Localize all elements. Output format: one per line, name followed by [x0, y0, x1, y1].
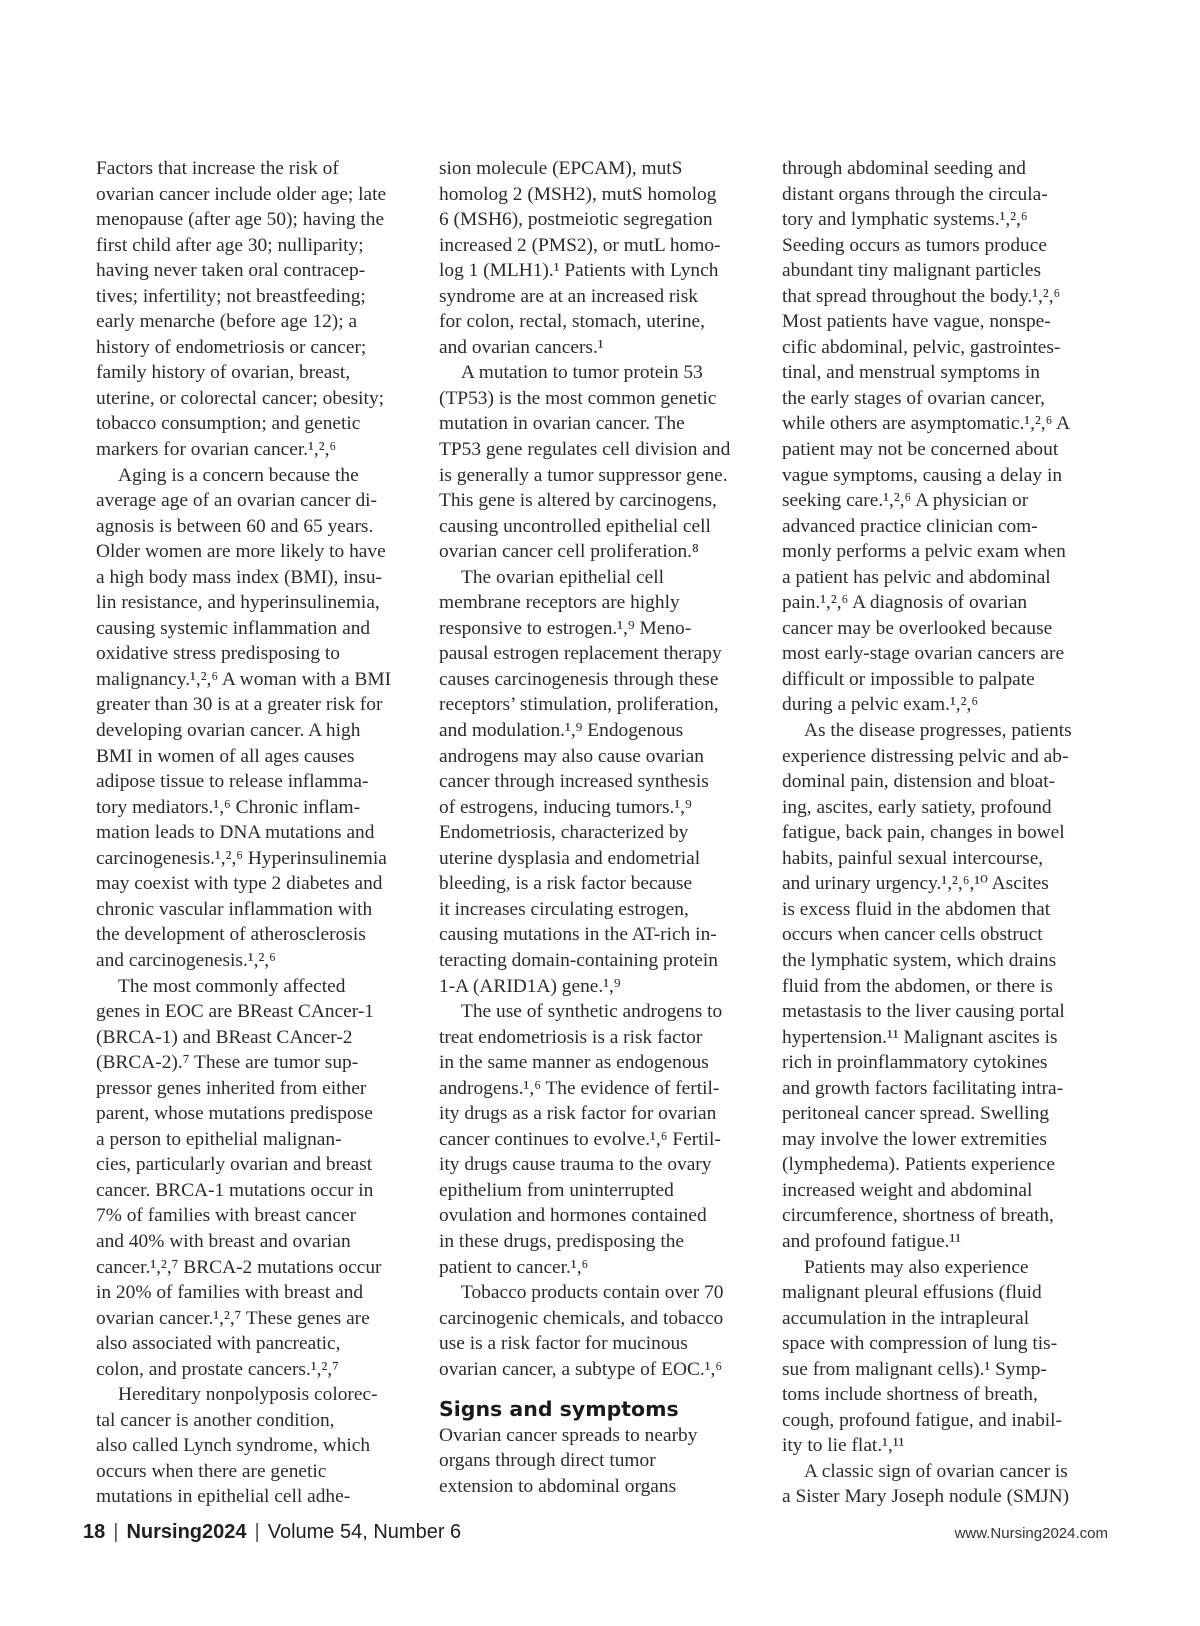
- paragraph: Factors that increase the risk of ovarian cancer include older age; late menopause (after age 50); having the first child after age 30; nulliparity; having never taken oral contracep- tives; infertility; not breastfeeding; early menarche (before age 12); a history of endometriosis or cancer; family history of ovarian, breast, uterine, or colorectal cancer; obesity; tobacco consumption; and genetic markers for ovarian cancer.¹,²,⁶: [96, 158, 387, 461]
- paragraph: The ovarian epithelial cell membrane receptors are highly responsive to estrogen.¹,⁹ Meno- pausal estrogen replacement therapy causes carcinogenesis through these receptors’ stimulation, proliferation, and modulation.¹,⁹ Endogenous androgens may also cause ovarian cancer through increased synthesis of estrogens, inducing tumors.¹,⁹ Endometriosis, characterized by uterine dysplasia and endometrial bleeding, is a risk factor because it increases circulating estrogen, causing mutations in the AT-rich in- teracting domain-containing protein 1-A (ARID1A) gene.¹,⁹: [439, 566, 722, 997]
- paragraph: A classic sign of ovarian cancer is a Sister Mary Joseph nodule (SMJN): [782, 1460, 1070, 1508]
- paragraph: sion molecule (EPCAM), mutS homolog 2 (MSH2), mutS homolog 6 (MSH6), postmeiotic segregation increased 2 (PMS2), or mutL homo- log 1 (MLH1).¹ Patients with Lynch syndrome are at an increased risk for colon, rectal, stomach, uterine, and ovarian cancers.¹: [439, 158, 721, 358]
- paragraph: The use of synthetic androgens to treat endometriosis is a risk factor in the same manner as endogenous androgens.¹,⁶ The evidence of fertil- ity drugs as a risk factor for ovarian cancer continues to evolve.¹,⁶ Fertil- ity drugs cause trauma to the ovary epithelium from uninterrupted ovulation and hormones contained in these drugs, predisposing the patient to cancer.¹,⁶: [439, 1001, 723, 1278]
- paragraph: through abdominal seeding and distant organs through the circula- tory and lymphatic systems.¹,²,⁶ Seeding occurs as tumors produce abundant tiny malignant particles that spread throughout the body.¹,²,⁶ Most patients have vague, nonspe- cific abdominal, pelvic, gastrointes- tinal, and menstrual symptoms in the early stages of ovarian cancer, while others are asymptomatic.¹,²,⁶ A patient may not be concerned about vague symptoms, causing a delay in seeking care.¹,²,⁶ A physician or advanced practice clinician com- monly performs a pelvic exam when a patient has pelvic and abdominal pain.¹,²,⁶ A diagnosis of ovarian cancer may be overlooked because most early-stage ovarian cancers are difficult or impossible to palpate during a pelvic exam.¹,²,⁶: [782, 158, 1071, 716]
- journal-name: Nursing2024: [126, 1521, 247, 1543]
- paragraph: Hereditary nonpolyposis colorec- tal cancer is another condition, also called Lynch syndrome, which occurs when there are genetic mutations in epithelial cell adhe-: [96, 1384, 378, 1508]
- footer-separator: |: [113, 1521, 119, 1543]
- article-column-3: [782, 156, 1100, 1510]
- paragraph: The most commonly affected genes in EOC are BReast CAncer-1 (BRCA-1) and BReast CAncer-2 (BRCA-2).⁷ These are tumor sup- pressor genes inherited from either parent, whose mutations predispose a person to epithelial malignan- cies, particularly ovarian and breast cancer. BRCA-1 mutations occur in 7% of families with breast cancer and 40% with breast and ovarian cancer.¹,²,⁷ BRCA-2 mutations occur in 20% of families with breast and ovarian cancer.¹,²,⁷ These genes are also associated with pancreatic, colon, and prostate cancers.¹,²,⁷: [96, 975, 382, 1380]
- paragraph: A mutation to tumor protein 53 (TP53) is the most common genetic mutation in ovarian cancer. The TP53 gene regulates cell division and is generally a tumor suppressor gene. This gene is altered by carcinogens, causing uncontrolled epithelial cell ovarian cancer cell proliferation.⁸: [439, 362, 731, 563]
- section-heading: Signs and symptoms: [439, 1397, 679, 1422]
- issue-info: Volume 54, Number 6: [267, 1521, 462, 1543]
- article-column-2: [439, 156, 757, 1499]
- footer-separator: |: [254, 1521, 260, 1543]
- paragraph: As the disease progresses, patients experience distressing pelvic and ab- dominal pain, distension and bloat- ing, ascites, early satiety, profound fatigue, back pain, changes in bowel habits, painful sexual intercourse, and urinary urgency.¹,²,⁶,¹⁰ Ascites is excess fluid in the abdomen that occurs when cancer cells obstruct the lymphatic system, which drains fluid from the abdomen, or there is metastasis to the liver causing portal hypertension.¹¹ Malignant ascites is rich in proinflammatory cytokines and growth factors facilitating intra- peritoneal cancer spread. Swelling may involve the lower extremities (lymphedema). Patients experience increased weight and abdominal circumference, shortness of breath, and profound fatigue.¹¹: [782, 720, 1072, 1252]
- paragraph: Patients may also experience malignant pleural effusions (fluid accumulation in the intrapleural space with compression of lung tis- sue from malignant cells).¹ Symp- toms include shortness of breath, cough, profound fatigue, and inabil- ity to lie flat.¹,¹¹: [782, 1256, 1063, 1457]
- footer-url: www.Nursing2024.com: [954, 1525, 1108, 1542]
- article-column-1: [96, 156, 414, 1510]
- page-footer: [83, 1521, 461, 1544]
- page-number: 18: [83, 1521, 106, 1543]
- paragraph: Tobacco products contain over 70 carcinogenic chemicals, and tobacco use is a risk factor for mucinous ovarian cancer, a subtype of EOC.¹,⁶: [439, 1282, 724, 1380]
- paragraph: Aging is a concern because the average age of an ovarian cancer di- agnosis is between 60 and 65 years. Older women are more likely to have a high body mass index (BMI), insu- lin resistance, and hyperinsulinemia, causing systemic inflammation and oxidative stress predisposing to malignancy.¹,²,⁶ A woman with a BMI greater than 30 is at a greater risk for developing ovarian cancer. A high BMI in women of all ages causes adipose tissue to release inflamma- tory mediators.¹,⁶ Chronic inflam- mation leads to DNA mutations and carcinogenesis.¹,²,⁶ Hyperinsulinemia may coexist with type 2 diabetes and chronic vascular inflammation with the development of atherosclerosis and carcinogenesis.¹,²,⁶: [96, 464, 392, 971]
- paragraph: Ovarian cancer spreads to nearby organs through direct tumor extension to abdominal organs: [439, 1424, 698, 1497]
